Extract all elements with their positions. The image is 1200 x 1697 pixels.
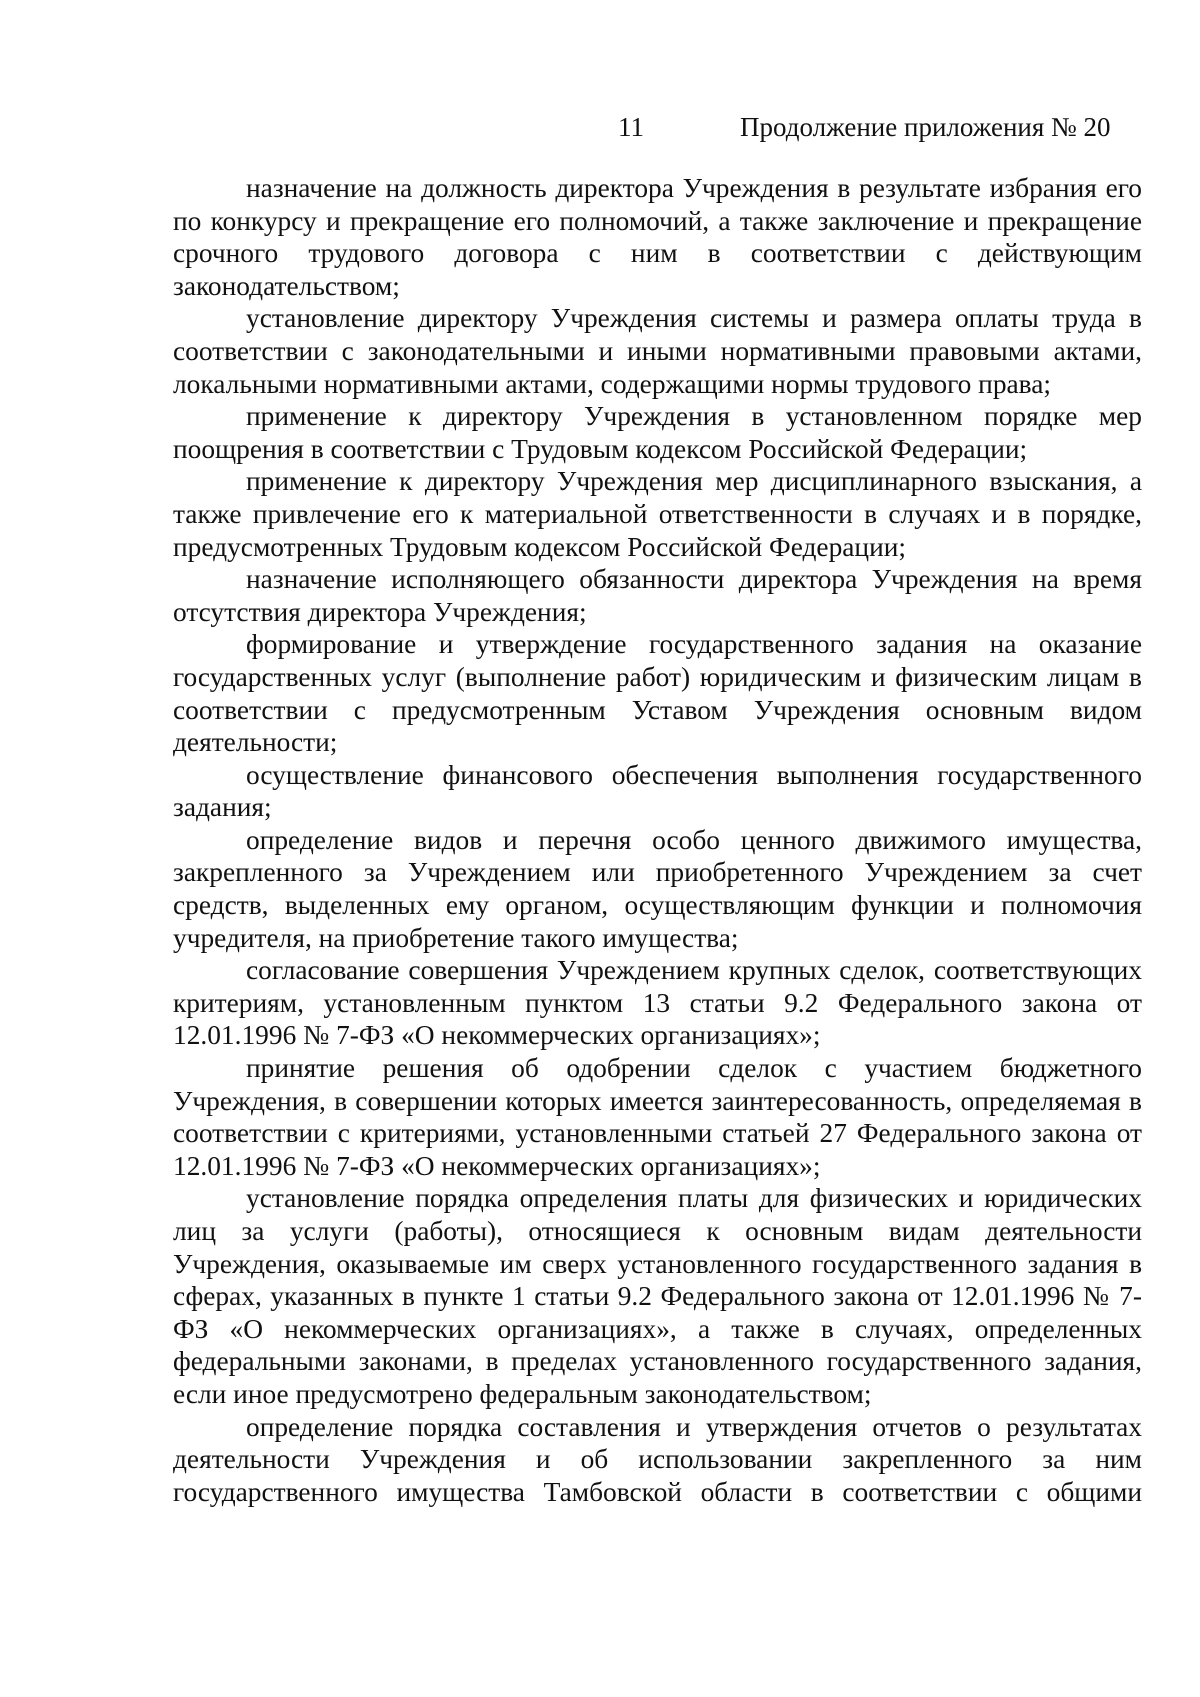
paragraph-reports: определение порядка составления и утверждения отчетов о результатах деятельности Учреждения и об использовании закрепленного за ним государственного имущества Тамбовской области в соответствии с общими (173, 1411, 1142, 1507)
paragraph-appointment: назначение на должность директора Учреждения в результате избрания его по конкурсу и прекращение его полномочий, а также заключение и прекращение срочного трудового договора с ним в соответствии с действующим законодательством; (173, 173, 1142, 301)
appendix-continuation-label: Продолжение приложения № 20 (740, 112, 1111, 142)
page-number: 11 (618, 112, 644, 142)
paragraph-incentives: применение к директору Учреждения в установленном порядке мер поощрения в соответствии с Трудовым кодексом Российской Федерации; (173, 401, 1142, 464)
document-body (173, 172, 1142, 1508)
paragraph-valuable-property: определение видов и перечня особо ценного движимого имущества, закрепленного за Учреждением или приобретенного Учреждением за счет средств, выделенных ему органом, осуществляющим функции и полномочия учредителя, на приобретение такого имущества; (173, 824, 1142, 953)
paragraph-acting-director: назначение исполняющего обязанности директора Учреждения на время отсутствия директора Учреждения; (173, 564, 1142, 627)
paragraph-salary: установление директору Учреждения системы и размера оплаты труда в соответствии с законодательными и иными нормативными правовыми актами, локальными нормативными актами, содержащими нормы трудового права; (173, 303, 1142, 399)
paragraph-state-assignment: формирование и утверждение государственного задания на оказание государственных услуг (выполнение работ) юридическим и физическим лицам в соответствии с предусмотренным Уставом Учреждения основным видом деятельности; (173, 629, 1142, 758)
paragraph-discipline: применение к директору Учреждения мер дисциплинарного взыскания, а также привлечение его к материальной ответственности в случаях и в порядке, предусмотренных Трудовым кодексом Российской Федерации; (173, 466, 1142, 562)
paragraph-interested-deals: принятие решения об одобрении сделок с участием бюджетного Учреждения, в совершении которых имеется заинтересованность, определяемая в соответствии с критериями, установленными статьей 27 Федерального закона от 12.01.1996 № 7-ФЗ «О некоммерческих организациях»; (173, 1053, 1142, 1181)
paragraph-major-deals: согласование совершения Учреждением крупных сделок, соответствующих критериям, установленным пунктом 13 статьи 9.2 Федерального закона от 12.01.1996 № 7-ФЗ «О некоммерческих организациях»; (173, 955, 1142, 1051)
paragraph-fees: установление порядка определения платы для физических и юридических лиц за услуги (работы), относящиеся к основным видам деятельности Учреждения, оказываемые им сверх установленного государственного задания в сферах, указанных в пункте 1 статьи 9.2 Федерального закона от 12.01.1996 № 7-ФЗ «О некоммерческих организациях», а также в случаях, определенных федеральными законами, в пределах установленного государственного задания, если иное предусмотрено федеральным законодательством; (173, 1183, 1142, 1409)
page-header (0, 112, 1200, 152)
paragraph-financing: осуществление финансового обеспечения выполнения государственного задания; (173, 759, 1142, 823)
